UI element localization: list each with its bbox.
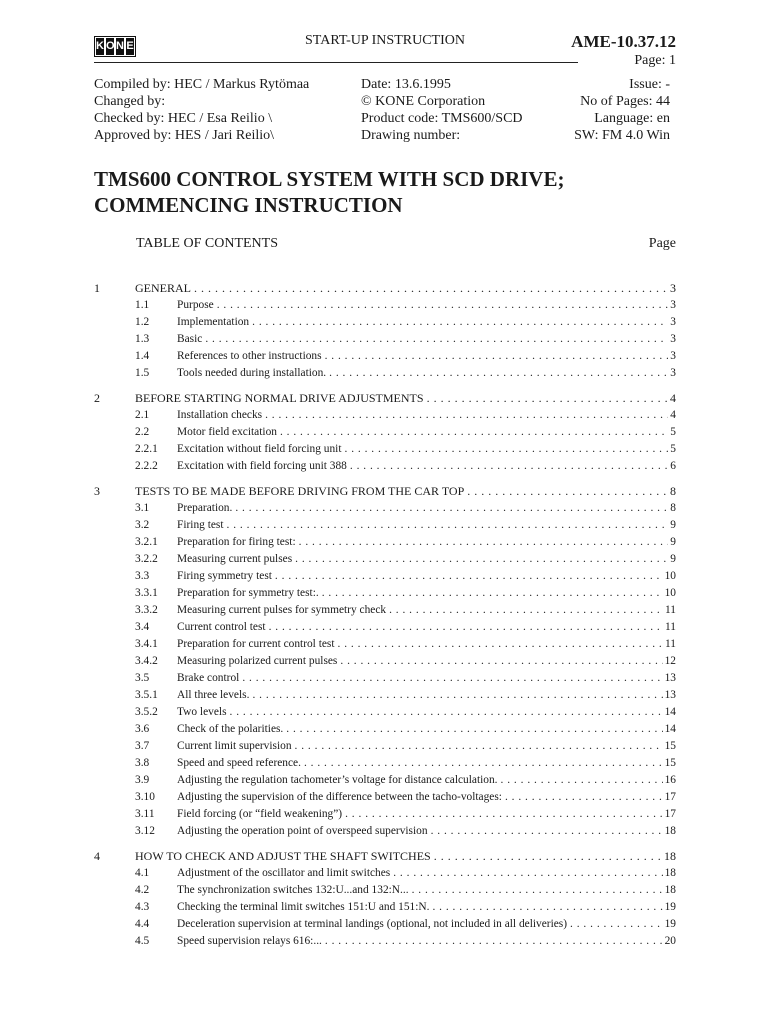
toc-entry[interactable] <box>94 280 676 297</box>
toc-leader-dots <box>295 738 663 755</box>
toc-page-heading: Page <box>648 236 676 251</box>
toc-entry-body <box>177 670 676 687</box>
toc-leader-dots <box>286 721 662 738</box>
toc-entry[interactable] <box>94 424 676 441</box>
toc-leader-dots <box>432 899 662 916</box>
toc-entry-page: 3 <box>670 316 676 328</box>
toc-entry-page: 3 <box>670 281 676 295</box>
toc-leader-dots <box>345 441 669 458</box>
toc-entry-title: All three levels. <box>177 689 250 701</box>
toc-entry-body <box>177 865 676 882</box>
toc-entry-title: Motor field excitation <box>177 426 277 438</box>
toc-entry-number: 1.2 <box>135 316 150 328</box>
toc-entry-body <box>177 789 676 806</box>
toc-leader-dots <box>329 365 668 382</box>
software-version: SW: FM 4.0 Win <box>574 128 670 143</box>
toc-entry-number: 4.5 <box>135 935 150 947</box>
toc-entry[interactable] <box>94 916 676 933</box>
toc-entry-number: 3.2.1 <box>135 536 158 548</box>
toc-entry-page: 15 <box>664 740 676 752</box>
document-id: AME-10.37.12 <box>571 32 676 51</box>
toc-leader-dots <box>350 458 668 475</box>
toc-entry-body <box>177 424 676 441</box>
toc-section-gap <box>94 475 676 483</box>
toc-entry-body <box>177 517 676 534</box>
toc-entry-title: Firing symmetry test <box>177 570 272 582</box>
toc-entry-body <box>177 585 676 602</box>
toc-leader-dots <box>501 772 663 789</box>
toc-leader-dots <box>325 933 663 950</box>
toc-entry-number: 2.2.1 <box>135 443 158 455</box>
toc-entry-body <box>177 441 676 458</box>
toc-entry-page: 18 <box>664 867 676 879</box>
header-rule <box>94 62 578 63</box>
toc-entry[interactable] <box>94 738 676 755</box>
toc-entry[interactable] <box>94 602 676 619</box>
toc-section-gap <box>94 382 676 390</box>
table-of-contents <box>94 280 676 950</box>
toc-entry-body <box>177 933 676 950</box>
toc-entry[interactable] <box>94 483 676 500</box>
toc-entry-number: 3.12 <box>135 825 155 837</box>
toc-entry-title: Preparation for firing test: <box>177 536 296 548</box>
toc-entry-body <box>177 551 676 568</box>
toc-entry[interactable] <box>94 500 676 517</box>
toc-entry[interactable] <box>94 933 676 950</box>
toc-entry-number: 1 <box>94 281 100 295</box>
toc-entry[interactable] <box>94 331 676 348</box>
toc-entry-body <box>177 568 676 585</box>
toc-entry-page: 10 <box>664 570 676 582</box>
compiled-by: Compiled by: HEC / Markus Rytömaa <box>94 77 310 92</box>
toc-entry-body <box>177 738 676 755</box>
toc-entry-page: 8 <box>670 502 676 514</box>
toc-entry-page: 11 <box>665 621 676 633</box>
toc-leader-dots <box>431 823 663 840</box>
toc-entry-title: References to other instructions <box>177 350 322 362</box>
toc-entry-page: 3 <box>670 299 676 311</box>
toc-leader-dots <box>467 483 668 500</box>
toc-entry-page: 11 <box>665 604 676 616</box>
toc-entry-title: Adjusting the supervision of the difference between the tacho-voltages: <box>177 791 502 803</box>
toc-entry-title: Field forcing (or “field weakening”) <box>177 808 343 820</box>
toc-entry[interactable] <box>94 653 676 670</box>
toc-entry-title: Implementation <box>177 316 250 328</box>
toc-entry-title: Adjustment of the oscillator and limit switches <box>177 867 391 879</box>
toc-entry[interactable] <box>94 636 676 653</box>
document-title <box>94 166 564 218</box>
toc-leader-dots <box>252 314 668 331</box>
toc-entry-page: 6 <box>670 460 676 472</box>
toc-leader-dots <box>325 348 669 365</box>
toc-leader-dots <box>340 653 662 670</box>
toc-entry-body <box>177 331 676 348</box>
toc-entry[interactable] <box>94 823 676 840</box>
toc-entry-title: BEFORE STARTING NORMAL DRIVE ADJUSTMENTS <box>135 391 424 405</box>
toc-entry-body <box>135 483 676 500</box>
toc-entry[interactable] <box>94 458 676 475</box>
toc-entry-page: 9 <box>670 536 676 548</box>
toc-entry-title: Adjusting the operation point of overspeed supervision <box>177 825 428 837</box>
toc-entry-number: 4.2 <box>135 884 150 896</box>
toc-entry-number: 3.4 <box>135 621 150 633</box>
toc-entry[interactable] <box>94 407 676 424</box>
toc-entry-page: 17 <box>664 808 676 820</box>
toc-entry-title: Purpose <box>177 299 214 311</box>
toc-entry-number: 4.3 <box>135 901 150 913</box>
toc-entry-body <box>177 916 676 933</box>
toc-entry-number: 2.2.2 <box>135 460 158 472</box>
toc-leader-dots <box>427 390 668 407</box>
toc-entry-title: GENERAL <box>135 281 191 295</box>
toc-entry-number: 3.3 <box>135 570 150 582</box>
toc-entry-page: 5 <box>670 443 676 455</box>
toc-entry-title: Measuring current pulses for symmetry check <box>177 604 387 616</box>
meta-right-column <box>574 76 670 144</box>
toc-entry-number: 1.3 <box>135 333 150 345</box>
meta-left-column <box>94 76 309 144</box>
toc-entry-page: 20 <box>664 935 676 947</box>
toc-entry-body <box>177 755 676 772</box>
toc-entry[interactable] <box>94 568 676 585</box>
toc-entry[interactable] <box>94 534 676 551</box>
toc-entry-number: 3.4.1 <box>135 638 158 650</box>
toc-entry-body <box>177 899 676 916</box>
toc-entry-body <box>177 297 676 314</box>
toc-entry[interactable] <box>94 772 676 789</box>
toc-entry-title: Tools needed during installation. <box>177 367 327 379</box>
title-line-1: TMS600 CONTROL SYSTEM WITH SCD DRIVE; <box>94 167 565 191</box>
toc-entry-number: 3.5 <box>135 672 150 684</box>
toc-entry[interactable] <box>94 670 676 687</box>
toc-entry-title: Measuring current pulses <box>177 553 293 565</box>
toc-entry-page: 17 <box>664 791 676 803</box>
toc-leader-dots <box>345 806 663 823</box>
toc-entry-title: Preparation. <box>177 502 233 514</box>
toc-entry[interactable] <box>94 755 676 772</box>
toc-entry-number: 4.4 <box>135 918 150 930</box>
logo-letter: O <box>106 38 114 55</box>
toc-entry-body <box>177 823 676 840</box>
toc-entry[interactable] <box>94 899 676 916</box>
toc-entry-body <box>177 636 676 653</box>
toc-entry-number: 1.4 <box>135 350 150 362</box>
toc-entry-page: 3 <box>670 350 676 362</box>
toc-leader-dots <box>412 882 663 899</box>
toc-entry-title: Two levels <box>177 706 227 718</box>
toc-entry-body <box>135 280 676 297</box>
toc-entry-page: 4 <box>670 391 676 405</box>
toc-entry-title: Measuring polarized current pulses <box>177 655 338 667</box>
toc-entry-number: 3.2 <box>135 519 150 531</box>
toc-entry-number: 3.5.1 <box>135 689 158 701</box>
toc-entry[interactable] <box>94 585 676 602</box>
toc-leader-dots <box>205 331 668 348</box>
toc-entry-body <box>177 458 676 475</box>
toc-entry[interactable] <box>94 390 676 407</box>
toc-entry-title: Check of the polarities. <box>177 723 284 735</box>
toc-leader-dots <box>265 407 668 424</box>
toc-entry-body <box>177 687 676 704</box>
toc-entry-page: 14 <box>664 706 676 718</box>
toc-entry[interactable] <box>94 687 676 704</box>
toc-entry-number: 4.1 <box>135 867 150 879</box>
page-number: Page: 1 <box>634 53 676 68</box>
toc-entry[interactable] <box>94 619 676 636</box>
toc-leader-dots <box>217 297 669 314</box>
toc-entry-number: 2.1 <box>135 409 150 421</box>
toc-entry-page: 3 <box>670 367 676 379</box>
toc-entry-body <box>177 772 676 789</box>
toc-leader-dots <box>242 670 662 687</box>
logo-letter: K <box>96 38 104 55</box>
toc-section-gap <box>94 840 676 848</box>
approved-by: Approved by: HES / Jari Reilio\ <box>94 128 275 143</box>
toc-entry-page: 18 <box>664 849 676 863</box>
toc-entry-page: 14 <box>664 723 676 735</box>
toc-leader-dots <box>295 551 668 568</box>
toc-entry-body <box>177 602 676 619</box>
toc-entry-page: 15 <box>664 757 676 769</box>
toc-entry-number: 3.3.2 <box>135 604 158 616</box>
toc-entry-page: 18 <box>664 825 676 837</box>
toc-entry-body <box>177 534 676 551</box>
kone-logo <box>94 36 136 57</box>
title-line-2: COMMENCING INSTRUCTION <box>94 193 403 217</box>
no-of-pages: No of Pages: 44 <box>580 94 670 109</box>
toc-entry-body <box>177 806 676 823</box>
toc-leader-dots <box>338 636 664 653</box>
toc-leader-dots <box>393 865 662 882</box>
toc-entry-title: Checking the terminal limit switches 151:U and 151:N. <box>177 901 430 913</box>
toc-entry-page: 12 <box>664 655 676 667</box>
toc-leader-dots <box>389 602 663 619</box>
toc-entry-number: 2.2 <box>135 426 150 438</box>
toc-leader-dots <box>269 619 663 636</box>
toc-entry-title: Speed and speed reference. <box>177 757 301 769</box>
toc-entry-title: The synchronization switches 132:U...and 132:N... <box>177 884 409 896</box>
toc-entry-title: Installation checks <box>177 409 263 421</box>
toc-entry-title: Firing test <box>177 519 224 531</box>
toc-entry-number: 3.4.2 <box>135 655 158 667</box>
product-code: Product code: TMS600/SCD <box>361 111 523 126</box>
toc-entry-title: Excitation without field forcing unit <box>177 443 342 455</box>
toc-entry-body <box>177 314 676 331</box>
toc-leader-dots <box>194 280 668 297</box>
toc-leader-dots <box>230 704 663 721</box>
toc-entry-title: HOW TO CHECK AND ADJUST THE SHAFT SWITCHES <box>135 849 431 863</box>
toc-entry-title: Excitation with field forcing unit 388 <box>177 460 347 472</box>
toc-entry-number: 3.10 <box>135 791 155 803</box>
toc-entry-body <box>135 390 676 407</box>
toc-heading: TABLE OF CONTENTS <box>136 236 278 251</box>
toc-entry-body <box>177 721 676 738</box>
toc-entry-page: 3 <box>670 333 676 345</box>
checked-by: Checked by: HEC / Esa Reilio \ <box>94 111 273 126</box>
toc-entry[interactable] <box>94 865 676 882</box>
toc-entry[interactable] <box>94 551 676 568</box>
toc-entry-body <box>177 619 676 636</box>
toc-entry-number: 3.2.2 <box>135 553 158 565</box>
toc-leader-dots <box>570 916 663 933</box>
toc-entry-body <box>177 407 676 424</box>
copyright: © KONE Corporation <box>361 94 486 109</box>
toc-entry-title: Preparation for symmetry test:. <box>177 587 319 599</box>
toc-entry-title: Deceleration supervision at terminal landings (optional, not included in all deliveries) <box>177 918 568 930</box>
toc-leader-dots <box>299 534 669 551</box>
toc-entry-page: 9 <box>670 519 676 531</box>
toc-entry-number: 3.11 <box>135 808 155 820</box>
toc-entry-body <box>177 348 676 365</box>
document-type: START-UP INSTRUCTION <box>305 33 465 48</box>
toc-leader-dots <box>505 789 663 806</box>
toc-entry[interactable] <box>94 441 676 458</box>
toc-entry-title: Current limit supervision <box>177 740 292 752</box>
toc-entry-page: 19 <box>664 901 676 913</box>
toc-entry-number: 3 <box>94 484 100 498</box>
toc-entry-body <box>135 848 676 865</box>
toc-entry-page: 4 <box>670 409 676 421</box>
toc-entry-number: 3.8 <box>135 757 150 769</box>
toc-entry-title: Speed supervision relays 616:... <box>177 935 322 947</box>
toc-entry-title: Brake control <box>177 672 240 684</box>
toc-leader-dots <box>304 755 663 772</box>
toc-entry-body <box>177 653 676 670</box>
toc-entry-number: 4 <box>94 849 100 863</box>
toc-leader-dots <box>322 585 663 602</box>
changed-by: Changed by: <box>94 94 166 109</box>
toc-entry[interactable] <box>94 848 676 865</box>
toc-entry-title: Preparation for current control test <box>177 638 335 650</box>
logo-letter: N <box>116 38 124 55</box>
toc-entry-body <box>177 365 676 382</box>
toc-entry-number: 3.3.1 <box>135 587 158 599</box>
toc-entry-number: 3.7 <box>135 740 150 752</box>
toc-leader-dots <box>275 568 663 585</box>
toc-entry[interactable] <box>94 704 676 721</box>
toc-entry[interactable] <box>94 517 676 534</box>
toc-entry-page: 10 <box>664 587 676 599</box>
date: Date: 13.6.1995 <box>361 77 451 92</box>
toc-entry-title: TESTS TO BE MADE BEFORE DRIVING FROM THE CAR TOP <box>135 484 465 498</box>
toc-entry-body <box>177 704 676 721</box>
toc-entry-body <box>177 500 676 517</box>
toc-leader-dots <box>252 687 662 704</box>
toc-entry-page: 11 <box>665 638 676 650</box>
toc-entry-page: 13 <box>664 672 676 684</box>
toc-entry[interactable] <box>94 348 676 365</box>
toc-entry-number: 3.1 <box>135 502 150 514</box>
toc-entry-page: 18 <box>664 884 676 896</box>
issue: Issue: - <box>629 77 670 92</box>
toc-entry-number: 3.5.2 <box>135 706 158 718</box>
toc-entry[interactable] <box>94 297 676 314</box>
toc-entry-number: 2 <box>94 391 100 405</box>
toc-entry[interactable] <box>94 882 676 899</box>
toc-entry-number: 1.1 <box>135 299 150 311</box>
meta-middle-column <box>361 76 523 144</box>
toc-entry-number: 1.5 <box>135 367 150 379</box>
toc-entry-title: Basic <box>177 333 203 345</box>
toc-leader-dots <box>227 517 669 534</box>
language: Language: en <box>594 111 670 126</box>
toc-entry[interactable] <box>94 314 676 331</box>
toc-leader-dots <box>235 500 668 517</box>
toc-entry-page: 8 <box>670 484 676 498</box>
toc-entry-page: 19 <box>664 918 676 930</box>
toc-entry-number: 3.6 <box>135 723 150 735</box>
toc-entry-page: 13 <box>664 689 676 701</box>
toc-entry-page: 9 <box>670 553 676 565</box>
toc-leader-dots <box>434 848 662 865</box>
toc-entry-title: Adjusting the regulation tachometer’s voltage for distance calculation. <box>177 774 498 786</box>
toc-entry-body <box>177 882 676 899</box>
toc-entry[interactable] <box>94 365 676 382</box>
toc-entry[interactable] <box>94 721 676 738</box>
toc-entry-number: 3.9 <box>135 774 150 786</box>
toc-entry-title: Current control test <box>177 621 266 633</box>
toc-leader-dots <box>280 424 668 441</box>
drawing-number: Drawing number: <box>361 128 461 143</box>
logo-letter: E <box>126 38 134 55</box>
toc-entry-page: 16 <box>664 774 676 786</box>
toc-entry[interactable] <box>94 789 676 806</box>
toc-entry-page: 5 <box>670 426 676 438</box>
toc-entry[interactable] <box>94 806 676 823</box>
